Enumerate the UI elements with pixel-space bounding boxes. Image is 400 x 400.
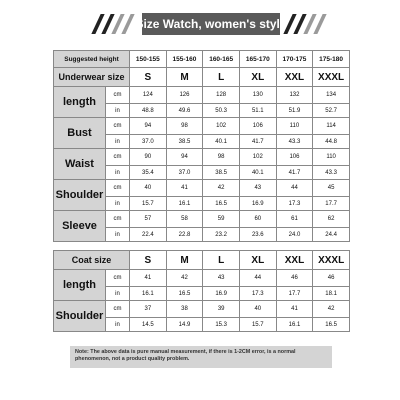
measure-value: 41.7	[239, 135, 276, 149]
measure-value: 134	[313, 87, 350, 104]
measure-value: 42	[166, 270, 203, 287]
measure-value: 124	[130, 87, 167, 104]
unit-label: in	[106, 318, 130, 332]
measure-value: 35.4	[130, 166, 167, 180]
measure-value: 40.1	[239, 166, 276, 180]
measure-value: 132	[276, 87, 313, 104]
height-cell: 155-160	[166, 51, 203, 68]
unit-label: cm	[106, 301, 130, 318]
measure-value: 48.8	[130, 104, 167, 118]
measure-value: 62	[313, 211, 350, 228]
measure-value: 17.3	[239, 287, 276, 301]
measure-value: 40.1	[203, 135, 240, 149]
size-cell: S	[130, 251, 167, 270]
measure-value: 17.7	[313, 197, 350, 211]
unit-label: cm	[106, 87, 130, 104]
measure-value: 42	[203, 180, 240, 197]
measure-value: 43	[203, 270, 240, 287]
size-cell: M	[166, 251, 203, 270]
measure-value: 106	[239, 118, 276, 135]
measure-value: 58	[166, 211, 203, 228]
page-title: Size Watch, women's style	[142, 13, 280, 35]
measure-label: Sleeve	[54, 211, 106, 242]
measure-value: 24.0	[276, 228, 313, 242]
measure-value: 60	[239, 211, 276, 228]
measure-value: 51.1	[239, 104, 276, 118]
measure-value: 41	[166, 180, 203, 197]
measure-value: 106	[276, 149, 313, 166]
measure-value: 41	[130, 270, 167, 287]
measure-value: 114	[313, 118, 350, 135]
underwear-size-table	[53, 50, 350, 242]
measure-value: 40	[130, 180, 167, 197]
measure-value: 46	[276, 270, 313, 287]
measure-value: 22.4	[130, 228, 167, 242]
measure-value: 102	[239, 149, 276, 166]
unit-label: in	[106, 166, 130, 180]
size-cell: XXXL	[313, 251, 350, 270]
measure-value: 45	[313, 180, 350, 197]
measure-value: 110	[313, 149, 350, 166]
measure-value: 14.5	[130, 318, 167, 332]
unit-label: in	[106, 104, 130, 118]
unit-label: cm	[106, 118, 130, 135]
measure-value: 130	[239, 87, 276, 104]
measure-value: 15.7	[130, 197, 167, 211]
size-cell: XXXL	[313, 68, 350, 87]
measure-value: 40	[239, 301, 276, 318]
measure-value: 23.2	[203, 228, 240, 242]
measure-value: 37.0	[166, 166, 203, 180]
unit-label: cm	[106, 270, 130, 287]
size-cell: L	[203, 68, 240, 87]
size-cell: L	[203, 251, 240, 270]
measure-value: 16.1	[130, 287, 167, 301]
measure-value: 59	[203, 211, 240, 228]
measure-value: 23.6	[239, 228, 276, 242]
height-cell: 170-175	[276, 51, 313, 68]
measure-label: length	[54, 87, 106, 118]
measure-value: 38.5	[166, 135, 203, 149]
unit-label: in	[106, 287, 130, 301]
measure-value: 16.5	[313, 318, 350, 332]
measure-value: 18.1	[313, 287, 350, 301]
measure-value: 94	[166, 149, 203, 166]
measure-value: 37.0	[130, 135, 167, 149]
measure-value: 102	[203, 118, 240, 135]
measure-value: 43.3	[276, 135, 313, 149]
measure-value: 49.6	[166, 104, 203, 118]
unit-label: cm	[106, 149, 130, 166]
measure-value: 16.5	[203, 197, 240, 211]
measure-value: 14.9	[166, 318, 203, 332]
coat-size-table	[53, 250, 350, 332]
measure-value: 37	[130, 301, 167, 318]
size-cell: S	[130, 68, 167, 87]
measure-label: length	[54, 270, 106, 301]
measure-label: Shoulder	[54, 180, 106, 211]
measure-value: 17.7	[276, 287, 313, 301]
measure-value: 41	[276, 301, 313, 318]
measure-value: 46	[313, 270, 350, 287]
size-cell: XXL	[276, 251, 313, 270]
unit-label: in	[106, 197, 130, 211]
measure-value: 39	[203, 301, 240, 318]
height-cell: 175-180	[313, 51, 350, 68]
decorative-slash	[313, 14, 326, 34]
header-banner	[0, 8, 400, 36]
measure-value: 41.7	[276, 166, 313, 180]
measure-value: 16.1	[276, 318, 313, 332]
unit-label: in	[106, 135, 130, 149]
measure-label: Bust	[54, 118, 106, 149]
measure-value: 22.8	[166, 228, 203, 242]
measure-value: 128	[203, 87, 240, 104]
measure-label: Waist	[54, 149, 106, 180]
height-cell: 150-155	[130, 51, 167, 68]
unit-label: in	[106, 228, 130, 242]
measure-value: 15.3	[203, 318, 240, 332]
size-label: Underwear size	[54, 68, 130, 87]
measure-value: 43	[239, 180, 276, 197]
height-cell: 165-170	[239, 51, 276, 68]
size-label: Coat size	[54, 251, 130, 270]
measure-value: 50.3	[203, 104, 240, 118]
measure-value: 44	[239, 270, 276, 287]
measure-value: 94	[130, 118, 167, 135]
measure-value: 126	[166, 87, 203, 104]
measure-value: 90	[130, 149, 167, 166]
measure-value: 43.3	[313, 166, 350, 180]
measure-value: 52.7	[313, 104, 350, 118]
measure-value: 98	[166, 118, 203, 135]
measure-value: 61	[276, 211, 313, 228]
measurement-note: Note: The above data is pure manual measurement, if there is 1-2CM error, is a normal phenomenon, not a product quality problem.	[70, 346, 332, 368]
unit-label: cm	[106, 211, 130, 228]
measure-value: 98	[203, 149, 240, 166]
measure-value: 38	[166, 301, 203, 318]
measure-value: 44	[276, 180, 313, 197]
measure-value: 44.8	[313, 135, 350, 149]
measure-value: 16.9	[239, 197, 276, 211]
unit-label: cm	[106, 180, 130, 197]
measure-value: 42	[313, 301, 350, 318]
size-cell: M	[166, 68, 203, 87]
measure-value: 38.5	[203, 166, 240, 180]
measure-value: 16.9	[203, 287, 240, 301]
measure-value: 16.1	[166, 197, 203, 211]
measure-value: 24.4	[313, 228, 350, 242]
measure-label: Shoulder	[54, 301, 106, 332]
measure-value: 16.5	[166, 287, 203, 301]
measure-value: 51.9	[276, 104, 313, 118]
measure-value: 110	[276, 118, 313, 135]
measure-value: 57	[130, 211, 167, 228]
height-label: Suggested height	[54, 51, 130, 68]
size-cell: XL	[239, 251, 276, 270]
size-cell: XXL	[276, 68, 313, 87]
size-cell: XL	[239, 68, 276, 87]
measure-value: 15.7	[239, 318, 276, 332]
height-cell: 160-165	[203, 51, 240, 68]
decorative-slash	[121, 14, 134, 34]
measure-value: 17.3	[276, 197, 313, 211]
